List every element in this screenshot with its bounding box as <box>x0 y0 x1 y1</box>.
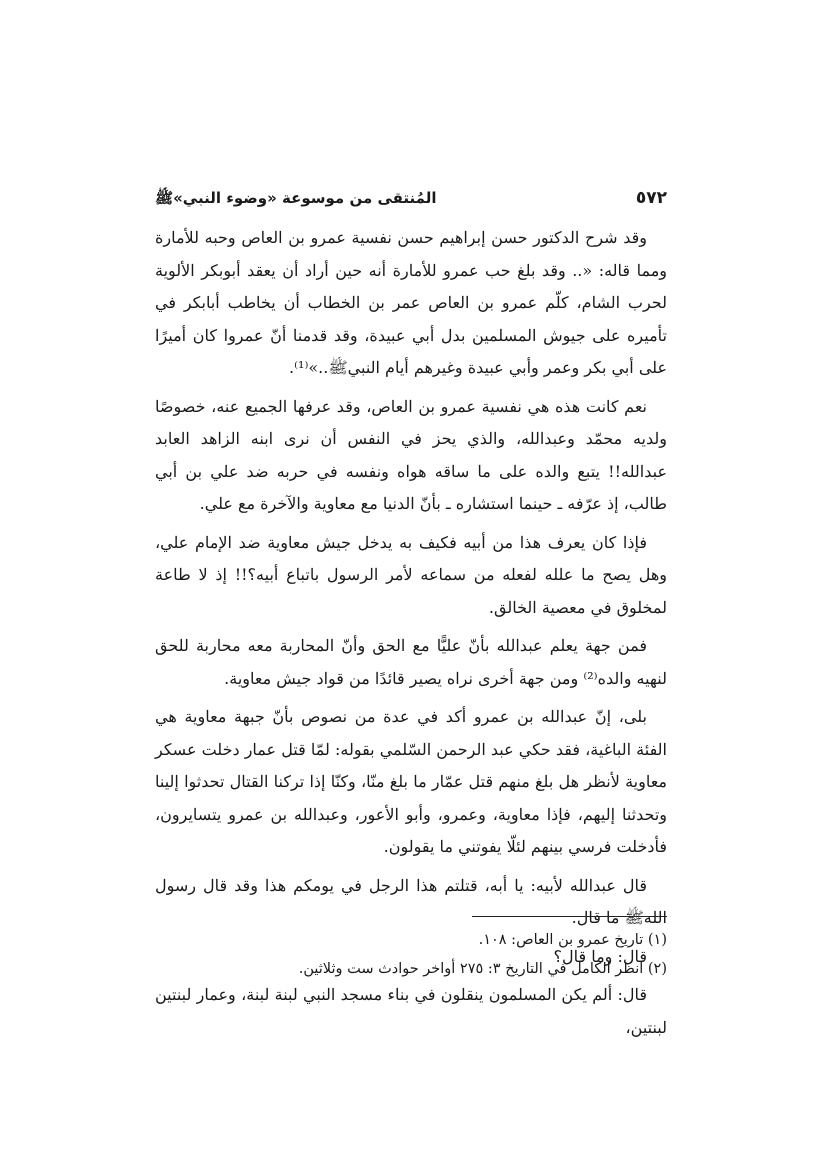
page-header <box>155 188 667 211</box>
footnote-2: (٢) انظر الكامل في التاريخ ٣: ٢٧٥ أواخر حوادث ست وثلاثين. <box>298 961 667 977</box>
paragraph-8: قال: ألم يكن المسلمون ينقلون في بناء مسجد النبي لبنة لبنة، وعمار لبنتين لبنتين، <box>155 985 667 1037</box>
paragraph-4: فمن جهة يعلم عبدالله بأنّ عليًّا مع الحق وأنّ المحاربة معه محاربة للحق لنهيه والده⁽²⁾ ومن جهة أخرى نراه يصير قائدًا من قواد جيش معاوية. <box>155 636 667 688</box>
footnotes <box>155 926 667 984</box>
footnote-divider <box>472 916 667 917</box>
paragraph-2: نعم كانت هذه هي نفسية عمرو بن العاص، وقد عرفها الجميع عنه، خصوصًا ولديه محمّد وعبدالله، والذي يحز في النفس أن نرى ابنه الزاهد العابد عبدالله!! يتبع والده على ما ساقه هواه ونفسه في حربه ضد علي بن أبي طالب، إذ عرّفه ـ حينما استشاره ـ بأنّ الدنيا مع معاوية والآخرة مع علي. <box>155 396 667 513</box>
paragraph-7: قال: وما قال؟ <box>553 946 647 966</box>
paragraph-1: وقد شرح الدكتور حسن إبراهيم حسن نفسية عمرو بن العاص وحبه للأمارة ومما قاله: «.. وقد بلغ حب عمرو للأمارة أنه حين أراد أن يعقد أبوبكر الألوية لحرب الشام، كلّم عمرو بن العاص عمر بن الخطاب أن يخاطب أبابكر في تأميره على جيوش المسلمين بدل أبي عبيدة، وقد قدمنا أنّ عمروا كان أميرًا على أبي بكر وعمر وأبي عبيدة وغيرهم أيام النبيﷺ..»⁽¹⁾. <box>155 228 667 377</box>
paragraph-5: بلى، إنّ عبدالله بن عمرو أكد في عدة من نصوص بأنّ جبهة معاوية هي الفئة الباغية، فقد حكي عبد الرحمن السّلمي بقوله: لمّا قتل عمار دخلت عسكر معاوية لأنظر هل بلغ منهم قتل عمّار ما بلغ منّا، وكنّا إذا تركنا القتال تحدثوا إلينا وتحدثنا إليهم، فإذا معاوية، وعمرو، وأبو الأعور، وعبدالله بن عمرو يتسايرون، فأدخلت فرسي بينهم لئلّا يفوتني ما يقولون. <box>155 707 667 856</box>
footnote-1: (١) تاريخ عمرو بن العاص: ١٠٨. <box>478 932 667 948</box>
paragraph-3: فإذا كان يعرف هذا من أبيه فكيف به يدخل جيش معاوية ضد الإمام علي، وهل يصح ما علله لفعله من سماعه لأمر الرسول باتباع أبيه؟!! إذ لا طاعة لمخلوق في معصية الخالق. <box>155 532 667 617</box>
paragraph-6: قال عبدالله لأبيه: يا أبه، قتلتم هذا الرجل في يومكم هذا وقد قال رسول اللهﷺ ما قال. <box>155 875 667 927</box>
running-title: المُنتقى من موسوعة «وضوء النبي»ﷺ <box>155 189 437 207</box>
page-number: ٥٧٢ <box>635 188 667 208</box>
